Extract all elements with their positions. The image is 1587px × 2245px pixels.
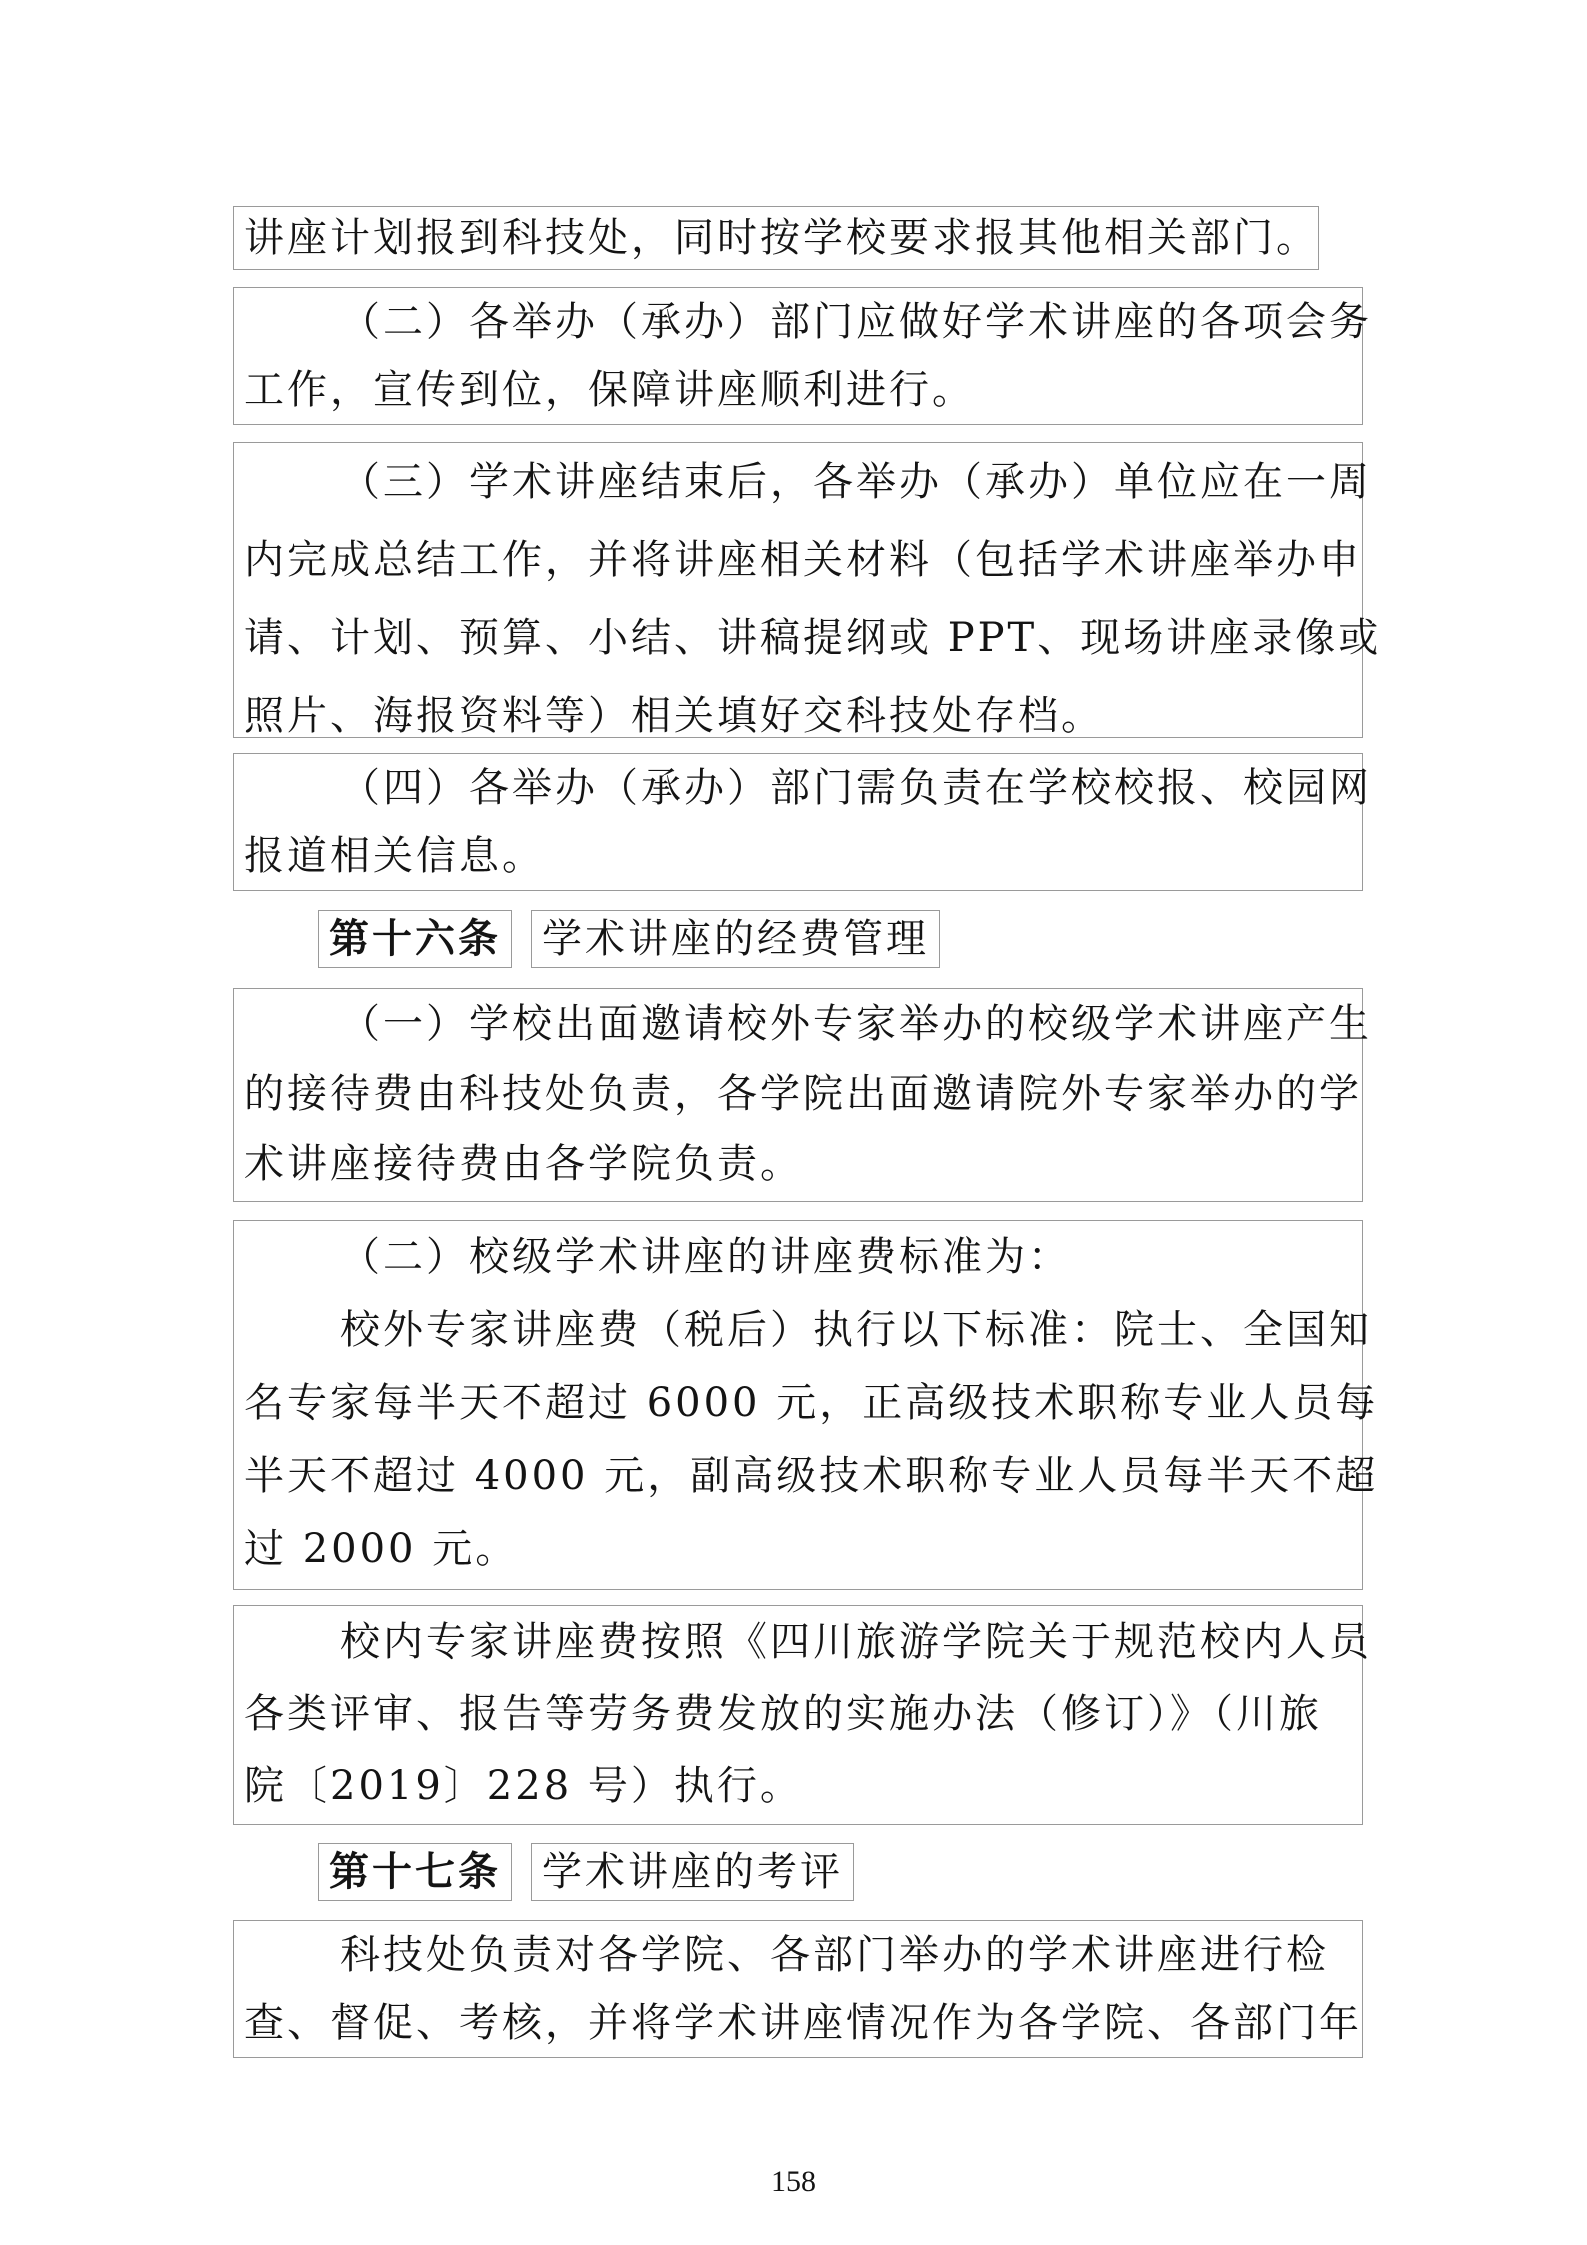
- article-label: 第十六条: [318, 910, 512, 968]
- text-line: （一）学校出面邀请校外专家举办的校级学术讲座产生: [340, 1001, 1372, 1047]
- text-block-3: [233, 442, 1382, 739]
- article-title: 学术讲座的考评: [531, 1843, 854, 1901]
- text-line: （二）校级学术讲座的讲座费标准为：: [340, 1234, 1071, 1280]
- text-line: 内完成总结工作，并将讲座相关材料（包括学术讲座举办申: [244, 537, 1362, 583]
- text-line: 讲座计划报到科技处，同时按学校要求报其他相关部门。: [244, 215, 1319, 261]
- text-line: 院〔2019〕228 号）执行。: [244, 1763, 803, 1809]
- text-line: （三）学术讲座结束后，各举办（承办）单位应在一周: [340, 459, 1372, 505]
- text-line: 的接待费由科技处负责，各学院出面邀请院外专家举办的学: [244, 1071, 1362, 1117]
- text-line: 查、督促、考核，并将学术讲座情况作为各学院、各部门年: [244, 2000, 1362, 2046]
- article-label: 第十七条: [318, 1843, 512, 1901]
- text-line: 请、计划、预算、小结、讲稿提纲或 PPT、现场讲座录像或: [244, 615, 1382, 661]
- text-line: 校内专家讲座费按照《四川旅游学院关于规范校内人员: [340, 1619, 1372, 1665]
- text-line: 报道相关信息。: [244, 833, 545, 879]
- text-line: 各类评审、报告等劳务费发放的实施办法（修订）》（川旅: [244, 1691, 1322, 1737]
- page-number: 158: [771, 2165, 816, 2198]
- text-block-6: [233, 1220, 1379, 1590]
- text-block-1: [233, 206, 1319, 270]
- text-line: 术讲座接待费由各学院负责。: [244, 1141, 803, 1187]
- text-block-8: [233, 1920, 1363, 2058]
- text-block-4: [233, 753, 1372, 891]
- text-line: 半天不超过 4000 元，副高级技术职称专业人员每半天不超: [244, 1453, 1379, 1499]
- text-line: 科技处负责对各学院、各部门举办的学术讲座进行检: [340, 1932, 1329, 1978]
- text-line: 校外专家讲座费（税后）执行以下标准：院士、全国知: [340, 1307, 1372, 1353]
- text-block-5: [233, 988, 1372, 1202]
- article-title: 学术讲座的经费管理: [531, 910, 940, 968]
- text-line: （二）各举办（承办）部门应做好学术讲座的各项会务: [340, 299, 1372, 345]
- text-line: （四）各举办（承办）部门需负责在学校校报、校园网: [340, 765, 1372, 811]
- text-block-2: [233, 287, 1372, 425]
- text-line: 过 2000 元。: [244, 1526, 519, 1572]
- text-line: 照片、海报资料等）相关填好交科技处存档。: [244, 693, 1104, 739]
- text-line: 工作，宣传到位，保障讲座顺利进行。: [244, 367, 975, 413]
- text-line: 名专家每半天不超过 6000 元，正高级技术职称专业人员每: [244, 1380, 1379, 1426]
- text-block-7: [233, 1605, 1372, 1825]
